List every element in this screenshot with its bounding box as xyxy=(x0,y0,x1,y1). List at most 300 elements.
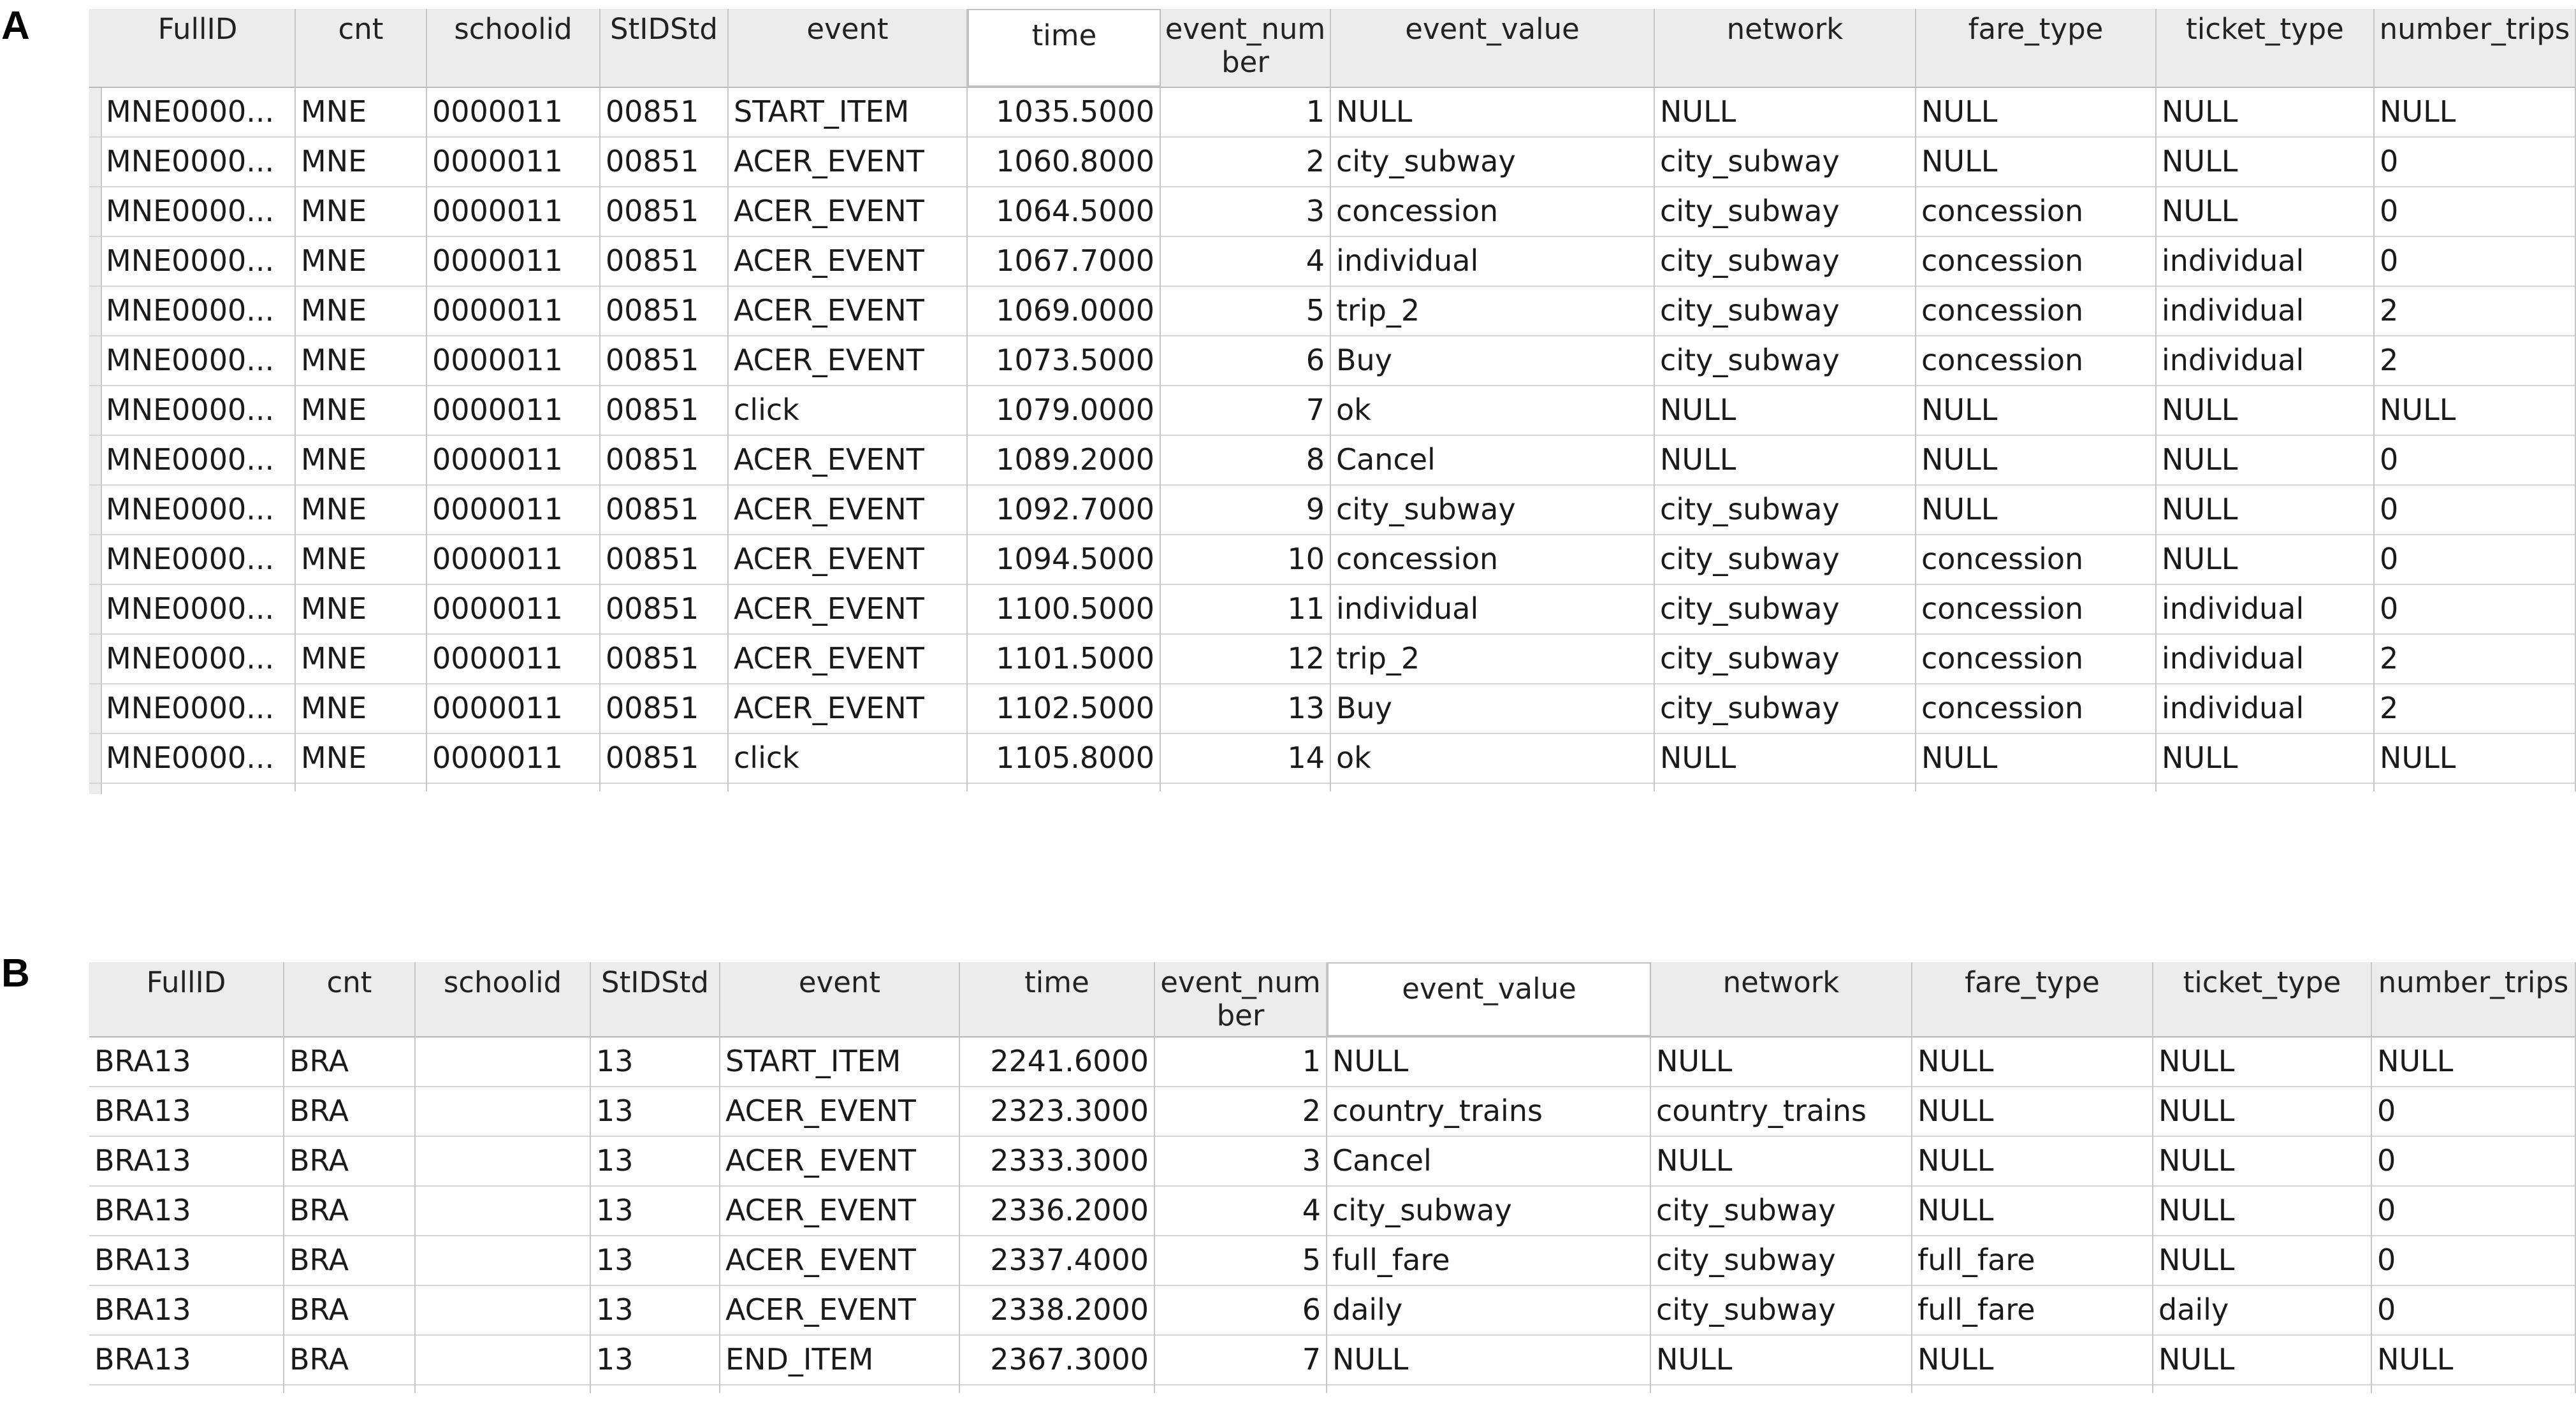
cell-number-trips: NULL xyxy=(2375,385,2576,435)
cell-fare-type: NULL xyxy=(1912,1086,2153,1136)
table-header xyxy=(89,9,2576,88)
cell-time: 1092.7000 xyxy=(968,484,1161,534)
cell-time: 1069.0000 xyxy=(968,285,1161,335)
cell-ticket-type: individual xyxy=(2157,236,2375,285)
cell-stidstd: 13 xyxy=(591,1036,720,1086)
cell-event-number: 12 xyxy=(1161,633,1331,683)
column-header-fare-type[interactable]: fare_type xyxy=(1912,962,2153,1036)
cell-event: click xyxy=(729,385,968,435)
cell-schoolid: 0000011 xyxy=(427,534,600,584)
cell-fare-type: concession xyxy=(1916,236,2157,285)
cell-event-value: individual xyxy=(1331,236,1655,285)
cell-time: 2323.3000 xyxy=(960,1086,1155,1136)
cell-stidstd: 00851 xyxy=(600,683,729,733)
column-header-event-value[interactable]: event_value xyxy=(1327,962,1651,1036)
cell-event-value: full_fare xyxy=(1327,1235,1651,1285)
cell-ticket-type: NULL xyxy=(2157,435,2375,484)
column-header-fullid[interactable]: FullID xyxy=(89,962,284,1036)
cell-number-trips: NULL xyxy=(2375,733,2576,783)
cell-stidstd: 13 xyxy=(591,1136,720,1185)
column-header-event[interactable]: event xyxy=(720,962,960,1036)
cell-event: ACER_EVENT xyxy=(720,1235,960,1285)
cell-schoolid: 0000011 xyxy=(427,484,600,534)
cell-network: city_subway xyxy=(1655,335,1916,385)
data-table-b xyxy=(89,962,2576,1402)
cell-ticket-type: NULL xyxy=(2157,136,2375,186)
cell-fare-type: concession xyxy=(1916,335,2157,385)
cell-event: ACER_EVENT xyxy=(720,1285,960,1334)
cell-event-value: concession xyxy=(1331,534,1655,584)
cell-cnt: MNE xyxy=(296,683,427,733)
cell-ticket-type: individual xyxy=(2157,584,2375,633)
cell-network: city_subway xyxy=(1655,285,1916,335)
table-row[interactable] xyxy=(89,534,2576,585)
table-continuation xyxy=(89,783,2576,794)
cell-time: 2337.4000 xyxy=(960,1235,1155,1285)
column-header-ticket-type[interactable]: ticket_type xyxy=(2157,9,2375,87)
cell-time: 1101.5000 xyxy=(968,633,1161,683)
cell-event: ACER_EVENT xyxy=(720,1086,960,1136)
cell-event-value: ok xyxy=(1331,385,1655,435)
table-row[interactable] xyxy=(89,285,2576,336)
cell-fare-type: concession xyxy=(1916,633,2157,683)
cell-event-number: 6 xyxy=(1161,335,1331,385)
cell-fare-type: NULL xyxy=(1912,1334,2153,1384)
cell-network: NULL xyxy=(1655,385,1916,435)
cell-stidstd: 00851 xyxy=(600,136,729,186)
cell-number-trips: NULL xyxy=(2372,1036,2576,1086)
cell-ticket-type: NULL xyxy=(2157,186,2375,236)
table-row[interactable] xyxy=(89,186,2576,237)
cell-stidstd: 13 xyxy=(591,1185,720,1235)
cell-event: ACER_EVENT xyxy=(729,136,968,186)
cell-stidstd: 00851 xyxy=(600,186,729,236)
cell-number-trips: 0 xyxy=(2375,186,2576,236)
cell-event-value: daily xyxy=(1327,1285,1651,1334)
cell-cnt: MNE xyxy=(296,584,427,633)
cell-number-trips: 2 xyxy=(2375,335,2576,385)
cell-ticket-type: NULL xyxy=(2153,1185,2372,1235)
column-header-network[interactable]: network xyxy=(1651,962,1912,1036)
cell-fullid: MNE0000... xyxy=(101,683,296,733)
cell-ticket-type: daily xyxy=(2153,1285,2372,1334)
table-continuation xyxy=(89,1384,2576,1402)
cell-schoolid: 0000011 xyxy=(427,236,600,285)
column-header-fullid[interactable]: FullID xyxy=(101,9,296,87)
cell-ticket-type: NULL xyxy=(2153,1136,2372,1185)
cell-cnt: MNE xyxy=(296,534,427,584)
cell-event: ACER_EVENT xyxy=(729,285,968,335)
cell-stidstd: 00851 xyxy=(600,87,729,136)
cell-cnt: BRA xyxy=(284,1136,416,1185)
cell-event: ACER_EVENT xyxy=(729,584,968,633)
cell-cnt: MNE xyxy=(296,733,427,783)
cell-network: city_subway xyxy=(1655,683,1916,733)
cell-event-value: individual xyxy=(1331,584,1655,633)
cell-event-value: city_subway xyxy=(1331,484,1655,534)
cell-event-number: 4 xyxy=(1155,1185,1327,1235)
cell-ticket-type: NULL xyxy=(2153,1086,2372,1136)
panel-label-a: A xyxy=(1,4,30,48)
table-row[interactable] xyxy=(89,1036,2576,1087)
cell-cnt: MNE xyxy=(296,385,427,435)
cell-stidstd: 00851 xyxy=(600,236,729,285)
table-row[interactable] xyxy=(89,733,2576,784)
cell-event-value: country_trains xyxy=(1327,1086,1651,1136)
cell-fullid: MNE0000... xyxy=(101,484,296,534)
cell-schoolid: 0000011 xyxy=(427,385,600,435)
cell-fullid: MNE0000... xyxy=(101,186,296,236)
table-row[interactable] xyxy=(89,87,2576,138)
cell-number-trips: 2 xyxy=(2375,633,2576,683)
table-row[interactable] xyxy=(89,633,2576,684)
cell-event-value: NULL xyxy=(1331,87,1655,136)
cell-time: 1094.5000 xyxy=(968,534,1161,584)
cell-event-number: 3 xyxy=(1155,1136,1327,1185)
column-header-schoolid[interactable]: schoolid xyxy=(416,962,591,1036)
cell-event: ACER_EVENT xyxy=(720,1136,960,1185)
cell-event-value: ok xyxy=(1331,733,1655,783)
cell-fullid: BRA13 xyxy=(89,1185,284,1235)
cell-ticket-type: individual xyxy=(2157,285,2375,335)
cell-fare-type: full_fare xyxy=(1912,1235,2153,1285)
cell-fullid: BRA13 xyxy=(89,1285,284,1334)
cell-event-value: Cancel xyxy=(1327,1136,1651,1185)
cell-network: city_subway xyxy=(1655,136,1916,186)
cell-stidstd: 13 xyxy=(591,1334,720,1384)
table-row[interactable] xyxy=(89,236,2576,287)
cell-schoolid xyxy=(416,1136,591,1185)
cell-ticket-type: individual xyxy=(2157,335,2375,385)
column-header-event-number[interactable]: event_number xyxy=(1161,9,1331,87)
cell-event: ACER_EVENT xyxy=(729,534,968,584)
cell-network: NULL xyxy=(1651,1036,1912,1086)
cell-network: city_subway xyxy=(1651,1285,1912,1334)
cell-number-trips: 2 xyxy=(2375,285,2576,335)
cell-network: city_subway xyxy=(1655,534,1916,584)
column-header-cnt[interactable]: cnt xyxy=(296,9,427,87)
cell-network: city_subway xyxy=(1655,186,1916,236)
cell-time: 1105.8000 xyxy=(968,733,1161,783)
cell-fare-type: NULL xyxy=(1912,1136,2153,1185)
cell-stidstd: 00851 xyxy=(600,335,729,385)
cell-network: city_subway xyxy=(1655,584,1916,633)
cell-time: 1060.8000 xyxy=(968,136,1161,186)
cell-number-trips: 0 xyxy=(2375,236,2576,285)
cell-ticket-type: NULL xyxy=(2153,1235,2372,1285)
cell-event: ACER_EVENT xyxy=(729,186,968,236)
cell-number-trips: NULL xyxy=(2375,87,2576,136)
cell-fare-type: concession xyxy=(1916,534,2157,584)
cell-stidstd: 00851 xyxy=(600,534,729,584)
cell-fullid: MNE0000... xyxy=(101,435,296,484)
cell-event-value: trip_2 xyxy=(1331,633,1655,683)
cell-time: 1100.5000 xyxy=(968,584,1161,633)
cell-event-value: concession xyxy=(1331,186,1655,236)
cell-schoolid xyxy=(416,1086,591,1136)
cell-event-number: 9 xyxy=(1161,484,1331,534)
cell-stidstd: 13 xyxy=(591,1086,720,1136)
cell-fullid: BRA13 xyxy=(89,1036,284,1086)
column-header-stidstd[interactable]: StIDStd xyxy=(591,962,720,1036)
cell-cnt: MNE xyxy=(296,335,427,385)
column-header-stidstd[interactable]: StIDStd xyxy=(600,9,729,87)
table-row[interactable] xyxy=(89,385,2576,436)
cell-number-trips: 0 xyxy=(2372,1285,2576,1334)
cell-stidstd: 13 xyxy=(591,1235,720,1285)
cell-event-number: 2 xyxy=(1155,1086,1327,1136)
cell-fare-type: concession xyxy=(1916,584,2157,633)
cell-ticket-type: NULL xyxy=(2157,385,2375,435)
cell-fullid: BRA13 xyxy=(89,1334,284,1384)
cell-fullid: MNE0000... xyxy=(101,335,296,385)
cell-cnt: BRA xyxy=(284,1086,416,1136)
cell-event: click xyxy=(729,733,968,783)
cell-event-value: trip_2 xyxy=(1331,285,1655,335)
column-header-fare-type[interactable]: fare_type xyxy=(1916,9,2157,87)
table-row[interactable] xyxy=(89,435,2576,486)
cell-ticket-type: individual xyxy=(2157,633,2375,683)
cell-stidstd: 00851 xyxy=(600,633,729,683)
cell-cnt: MNE xyxy=(296,236,427,285)
cell-cnt: MNE xyxy=(296,484,427,534)
cell-fullid: MNE0000... xyxy=(101,633,296,683)
cell-fullid: MNE0000... xyxy=(101,584,296,633)
cell-number-trips: 0 xyxy=(2375,435,2576,484)
cell-fare-type: concession xyxy=(1916,683,2157,733)
cell-schoolid: 0000011 xyxy=(427,285,600,335)
cell-event-number: 4 xyxy=(1161,236,1331,285)
cell-fare-type: NULL xyxy=(1916,87,2157,136)
cell-event-value: city_subway xyxy=(1327,1185,1651,1235)
cell-event-value: city_subway xyxy=(1331,136,1655,186)
column-header-number-trips[interactable]: number_trips xyxy=(2372,962,2576,1036)
cell-schoolid: 0000011 xyxy=(427,683,600,733)
cell-event-number: 1 xyxy=(1155,1036,1327,1086)
table-row[interactable] xyxy=(89,1136,2576,1187)
cell-fare-type: concession xyxy=(1916,186,2157,236)
column-header-network[interactable]: network xyxy=(1655,9,1916,87)
cell-cnt: BRA xyxy=(284,1334,416,1384)
cell-schoolid: 0000011 xyxy=(427,136,600,186)
cell-event-value: Buy xyxy=(1331,683,1655,733)
cell-stidstd: 13 xyxy=(591,1285,720,1334)
cell-stidstd: 00851 xyxy=(600,733,729,783)
cell-fullid: MNE0000... xyxy=(101,733,296,783)
cell-fare-type: full_fare xyxy=(1912,1285,2153,1334)
cell-number-trips: 0 xyxy=(2375,136,2576,186)
cell-fare-type: NULL xyxy=(1912,1185,2153,1235)
cell-cnt: MNE xyxy=(296,186,427,236)
table-row[interactable] xyxy=(89,1285,2576,1336)
cell-event-number: 1 xyxy=(1161,87,1331,136)
panel-label-b: B xyxy=(1,951,30,995)
table-row[interactable] xyxy=(89,683,2576,734)
cell-event-number: 2 xyxy=(1161,136,1331,186)
cell-event-number: 13 xyxy=(1161,683,1331,733)
cell-time: 2367.3000 xyxy=(960,1334,1155,1384)
cell-ticket-type: NULL xyxy=(2157,733,2375,783)
cell-event-number: 8 xyxy=(1161,435,1331,484)
cell-fare-type: NULL xyxy=(1916,385,2157,435)
cell-schoolid xyxy=(416,1235,591,1285)
cell-cnt: MNE xyxy=(296,87,427,136)
cell-ticket-type: NULL xyxy=(2157,534,2375,584)
cell-network: city_subway xyxy=(1651,1185,1912,1235)
cell-event-value: NULL xyxy=(1327,1334,1651,1384)
cell-schoolid: 0000011 xyxy=(427,435,600,484)
cell-cnt: MNE xyxy=(296,285,427,335)
cell-event: ACER_EVENT xyxy=(720,1185,960,1235)
table-row[interactable] xyxy=(89,1334,2576,1385)
cell-number-trips: 0 xyxy=(2375,534,2576,584)
cell-time: 1079.0000 xyxy=(968,385,1161,435)
cell-network: country_trains xyxy=(1651,1086,1912,1136)
cell-event-number: 7 xyxy=(1161,385,1331,435)
column-header-cnt[interactable]: cnt xyxy=(284,962,416,1036)
cell-network: NULL xyxy=(1655,733,1916,783)
cell-time: 1035.5000 xyxy=(968,87,1161,136)
cell-event-value: Buy xyxy=(1331,335,1655,385)
column-header-time[interactable]: time xyxy=(968,9,1161,87)
table-row[interactable] xyxy=(89,1185,2576,1236)
cell-network: city_subway xyxy=(1651,1235,1912,1285)
cell-stidstd: 00851 xyxy=(600,584,729,633)
data-table-a xyxy=(89,9,2576,794)
cell-ticket-type: individual xyxy=(2157,683,2375,733)
cell-number-trips: NULL xyxy=(2372,1334,2576,1384)
cell-number-trips: 0 xyxy=(2375,584,2576,633)
cell-fare-type: NULL xyxy=(1916,136,2157,186)
cell-event-value: Cancel xyxy=(1331,435,1655,484)
cell-fullid: MNE0000... xyxy=(101,87,296,136)
cell-event-number: 6 xyxy=(1155,1285,1327,1334)
cell-fullid: MNE0000... xyxy=(101,136,296,186)
column-header-event[interactable]: event xyxy=(729,9,968,87)
cell-time: 1073.5000 xyxy=(968,335,1161,385)
cell-event-number: 7 xyxy=(1155,1334,1327,1384)
cell-event-number: 5 xyxy=(1161,285,1331,335)
cell-ticket-type: NULL xyxy=(2153,1334,2372,1384)
cell-network: NULL xyxy=(1651,1136,1912,1185)
cell-network: city_subway xyxy=(1655,236,1916,285)
cell-stidstd: 00851 xyxy=(600,285,729,335)
cell-fullid: MNE0000... xyxy=(101,285,296,335)
cell-time: 1089.2000 xyxy=(968,435,1161,484)
column-header-number-trips[interactable]: number_trips xyxy=(2375,9,2576,87)
cell-fullid: BRA13 xyxy=(89,1235,284,1285)
cell-cnt: BRA xyxy=(284,1235,416,1285)
cell-event-number: 5 xyxy=(1155,1235,1327,1285)
cell-stidstd: 00851 xyxy=(600,385,729,435)
table-row[interactable] xyxy=(89,136,2576,187)
cell-schoolid: 0000011 xyxy=(427,186,600,236)
column-header-schoolid[interactable]: schoolid xyxy=(427,9,600,87)
cell-stidstd: 00851 xyxy=(600,484,729,534)
cell-schoolid: 0000011 xyxy=(427,733,600,783)
cell-event: START_ITEM xyxy=(729,87,968,136)
cell-fare-type: concession xyxy=(1916,285,2157,335)
cell-event: ACER_EVENT xyxy=(729,683,968,733)
cell-schoolid xyxy=(416,1334,591,1384)
cell-number-trips: 2 xyxy=(2375,683,2576,733)
cell-time: 1064.5000 xyxy=(968,186,1161,236)
table-row[interactable] xyxy=(89,335,2576,386)
cell-time: 2241.6000 xyxy=(960,1036,1155,1086)
cell-event-number: 10 xyxy=(1161,534,1331,584)
cell-network: NULL xyxy=(1655,435,1916,484)
cell-schoolid xyxy=(416,1036,591,1086)
cell-time: 2336.2000 xyxy=(960,1185,1155,1235)
column-header-event-number[interactable]: event_number xyxy=(1155,962,1327,1036)
cell-event-value: NULL xyxy=(1327,1036,1651,1086)
cell-number-trips: 0 xyxy=(2372,1136,2576,1185)
cell-network: city_subway xyxy=(1655,633,1916,683)
cell-event: END_ITEM xyxy=(720,1334,960,1384)
cell-cnt: MNE xyxy=(296,136,427,186)
cell-event: ACER_EVENT xyxy=(729,484,968,534)
table-row[interactable] xyxy=(89,1235,2576,1286)
column-header-event-value[interactable]: event_value xyxy=(1331,9,1655,87)
cell-schoolid: 0000011 xyxy=(427,633,600,683)
cell-number-trips: 0 xyxy=(2372,1086,2576,1136)
cell-event-number: 11 xyxy=(1161,584,1331,633)
cell-fare-type: NULL xyxy=(1916,733,2157,783)
cell-fare-type: NULL xyxy=(1916,484,2157,534)
cell-event-number: 3 xyxy=(1161,186,1331,236)
cell-event: ACER_EVENT xyxy=(729,633,968,683)
cell-network: NULL xyxy=(1655,87,1916,136)
cell-fullid: BRA13 xyxy=(89,1136,284,1185)
cell-cnt: BRA xyxy=(284,1036,416,1086)
column-header-time[interactable]: time xyxy=(960,962,1155,1036)
cell-cnt: MNE xyxy=(296,633,427,683)
table-row[interactable] xyxy=(89,1086,2576,1137)
cell-ticket-type: NULL xyxy=(2157,484,2375,534)
cell-cnt: BRA xyxy=(284,1185,416,1235)
cell-cnt: BRA xyxy=(284,1285,416,1334)
cell-number-trips: 0 xyxy=(2375,484,2576,534)
cell-fullid: MNE0000... xyxy=(101,385,296,435)
cell-time: 2333.3000 xyxy=(960,1136,1155,1185)
cell-schoolid xyxy=(416,1285,591,1334)
cell-event: START_ITEM xyxy=(720,1036,960,1086)
cell-number-trips: 0 xyxy=(2372,1235,2576,1285)
cell-ticket-type: NULL xyxy=(2153,1036,2372,1086)
cell-stidstd: 00851 xyxy=(600,435,729,484)
column-header-ticket-type[interactable]: ticket_type xyxy=(2153,962,2372,1036)
cell-schoolid: 0000011 xyxy=(427,584,600,633)
table-header xyxy=(89,962,2576,1037)
cell-fullid: MNE0000... xyxy=(101,236,296,285)
cell-schoolid: 0000011 xyxy=(427,335,600,385)
cell-schoolid xyxy=(416,1185,591,1235)
cell-event: ACER_EVENT xyxy=(729,236,968,285)
cell-time: 2338.2000 xyxy=(960,1285,1155,1334)
table-row[interactable] xyxy=(89,584,2576,635)
cell-ticket-type: NULL xyxy=(2157,87,2375,136)
cell-event: ACER_EVENT xyxy=(729,435,968,484)
cell-event-number: 14 xyxy=(1161,733,1331,783)
cell-fare-type: NULL xyxy=(1916,435,2157,484)
table-row[interactable] xyxy=(89,484,2576,535)
cell-cnt: MNE xyxy=(296,435,427,484)
cell-fullid: MNE0000... xyxy=(101,534,296,584)
cell-event: ACER_EVENT xyxy=(729,335,968,385)
cell-network: city_subway xyxy=(1655,484,1916,534)
cell-schoolid: 0000011 xyxy=(427,87,600,136)
cell-number-trips: 0 xyxy=(2372,1185,2576,1235)
